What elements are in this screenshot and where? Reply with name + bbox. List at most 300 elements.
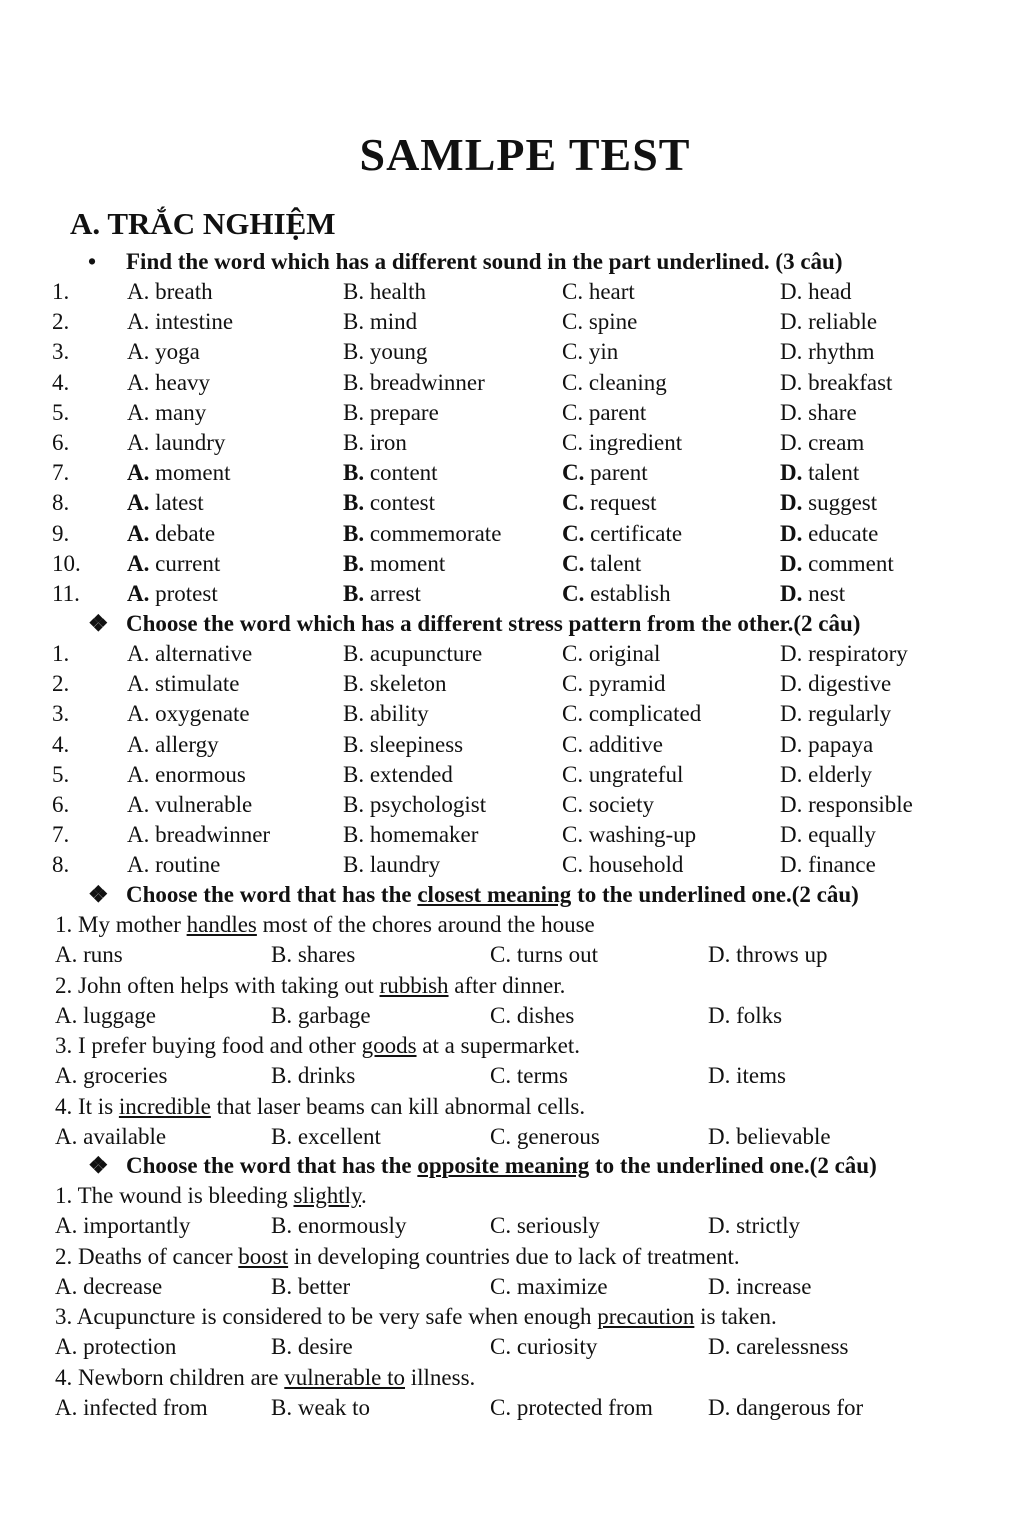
option-b [343,370,485,396]
option-b [343,339,427,365]
option-word: protest [155,581,218,606]
underlined-word: vulnerable to [284,1364,405,1390]
option-d [780,460,859,486]
question-number: 6. [52,792,70,817]
option-a [127,701,250,727]
option-word: cleaning [588,369,667,395]
option-word: latest [155,490,204,516]
option-c [562,852,683,878]
answer-option-a: A. infected from [55,1394,208,1420]
option-word: establish [590,581,671,606]
option-letter: A. [127,399,150,425]
option-word: original [588,641,661,666]
option-letter: A. [127,490,150,516]
option-letter: C. [562,852,584,878]
answer-option-c: C. protected from [490,1394,653,1420]
question-number: 1. [52,279,70,304]
option-letter: C. [562,520,585,546]
option-word: skeleton [369,671,447,697]
option-word: many [155,399,207,425]
option-word: laundry [155,430,226,455]
diamond-bullet-icon: ❖ [88,1153,109,1178]
answer-option-a: A. available [55,1123,167,1149]
option-letter: C. [562,761,584,787]
option-word: stimulate [155,671,240,697]
answer-option-a: A. protection [55,1334,177,1359]
answer-option-a: A. groceries [55,1063,168,1088]
option-word: moment [155,460,231,486]
question-row [0,701,1024,731]
option-word: debate [155,520,216,546]
option-word: sleepiness [369,731,464,757]
option-word: yin [588,339,619,365]
option-b [343,701,429,727]
option-c [562,641,660,667]
option-word: acupuncture [369,641,483,666]
question-number: 8. [52,852,70,878]
option-word: allergy [155,731,219,757]
underlined-word: incredible [118,1093,211,1119]
part4-heading: ❖ Choose the word that has the opposite meaning to the underlined one.(2 câu) [88,1153,877,1178]
option-word: talent [808,460,860,486]
option-letter: A. [127,550,150,576]
option-word: arrest [369,581,421,606]
question-row [0,430,1024,460]
option-letter: D. [780,581,803,606]
option-letter: A. [127,581,150,606]
option-word: household [588,852,684,878]
answer-option-b: B. enormously [271,1213,407,1238]
option-letter: A. [127,309,150,335]
option-letter: A. [127,430,150,455]
question-sentence: 4. It is incredible that laser beams can kill abnormal cells. [55,1093,586,1119]
option-a [127,370,210,396]
option-c [562,551,641,577]
underlined-word: boost [238,1243,289,1269]
option-d [780,762,872,788]
option-letter: B. [343,641,365,666]
option-c [562,762,683,788]
option-letter: D. [780,309,803,335]
option-letter: B. [343,731,365,757]
option-d [780,822,876,848]
option-d [780,732,873,758]
option-word: extended [369,761,453,787]
option-d [780,641,908,667]
option-c [562,671,666,697]
option-letter: A. [127,852,150,878]
question-number: 7. [52,822,70,848]
option-letter: C. [562,309,584,335]
option-letter: D. [780,641,803,666]
option-letter: A. [127,520,150,546]
option-a [127,732,219,758]
option-letter: B. [343,430,365,455]
option-letter: A. [127,671,150,697]
question-row [0,400,1024,430]
option-a [127,671,239,697]
question-row [0,551,1024,581]
option-letter: D. [780,701,803,727]
option-letter: C. [562,460,585,486]
option-word: responsible [808,792,913,817]
option-b [343,641,482,667]
option-d [780,279,852,305]
option-word: cream [808,430,865,455]
question-sentence: 3. Acupuncture is considered to be very safe when enough precaution is taken. [55,1304,777,1329]
option-a [127,822,270,848]
option-letter: A. [127,761,150,787]
option-word: homemaker [369,822,479,848]
option-letter: C. [562,339,584,365]
option-word: papaya [808,731,874,757]
option-c [562,279,635,305]
option-letter: D. [780,852,803,878]
option-a [127,309,233,335]
page-title: SAMLPE TEST [359,129,691,180]
option-letter: D. [780,460,803,486]
question-number: 8. [52,490,70,516]
option-word: oxygenate [155,701,250,727]
option-b [343,400,439,426]
answer-row [0,1334,1024,1364]
answer-row [0,1124,1024,1154]
option-d [780,581,845,607]
option-letter: D. [780,490,803,516]
option-b [343,279,426,305]
option-letter: D. [780,792,803,817]
option-word: request [590,490,657,516]
answer-option-b: B. drinks [271,1063,356,1088]
answer-option-b: B. weak to [271,1394,371,1420]
option-letter: C. [562,822,584,848]
question-number: 7. [52,460,70,486]
question-row [0,762,1024,792]
option-d [780,490,877,516]
option-c [562,732,663,758]
option-word: society [588,792,654,817]
option-word: breakfast [808,369,893,395]
option-a [127,400,206,426]
option-b [343,581,421,607]
answer-option-d: D. believable [708,1123,831,1149]
option-letter: C. [562,792,584,817]
option-word: spine [588,309,638,335]
option-word: nest [808,581,846,606]
question-number: 9. [52,520,70,546]
option-letter: A. [127,822,150,848]
question-row [0,279,1024,309]
answer-option-c: C. dishes [490,1002,575,1028]
option-b [343,551,445,577]
answer-option-d: D. throws up [708,942,828,967]
option-word: ability [369,701,429,727]
option-word: reliable [808,309,878,335]
option-letter: D. [780,520,803,546]
option-word: enormous [155,761,246,787]
option-letter: A. [127,369,150,395]
answer-option-b: B. garbage [271,1002,371,1028]
option-word: head [808,279,852,304]
option-letter: B. [343,520,365,546]
option-letter: A. [127,641,150,666]
question-sentence: 3. I prefer buying food and other goods at a supermarket. [55,1033,581,1058]
option-a [127,339,200,365]
question-row [0,792,1024,822]
answer-option-d: D. increase [708,1273,812,1299]
option-letter: C. [562,641,584,666]
option-word: suggest [808,490,878,516]
option-d [780,309,877,335]
answer-option-c: C. generous [490,1123,600,1149]
option-b [343,521,501,547]
option-d [780,701,891,727]
option-word: prepare [369,399,439,425]
question-number: 10. [52,550,81,576]
question-number: 3. [52,701,70,727]
option-c [562,490,657,516]
option-c [562,822,696,848]
option-b [343,792,486,818]
question-number: 4. [52,731,70,757]
option-word: additive [588,731,663,757]
option-letter: D. [780,369,803,395]
option-letter: B. [343,550,365,576]
option-word: breadwinner [369,369,485,395]
option-letter: B. [343,279,365,304]
option-letter: D. [780,550,803,576]
option-word: vulnerable [155,792,253,817]
question-number: 4. [52,369,70,395]
question-row [0,339,1024,369]
underlined-word: slightly [293,1183,362,1208]
option-word: finance [808,852,876,878]
answer-option-c: C. curiosity [490,1334,598,1359]
option-letter: D. [780,279,803,304]
option-word: content [369,460,438,486]
option-word: contest [369,490,435,516]
option-c [562,792,654,818]
option-d [780,671,891,697]
option-letter: C. [562,490,585,516]
question-sentence: 4. Newborn children are vulnerable to illness. [55,1364,476,1390]
option-word: equally [808,822,876,848]
option-letter: A. [127,731,150,757]
option-word: iron [369,430,407,455]
option-c [562,430,682,456]
option-letter: D. [780,822,803,848]
option-word: moment [369,550,446,576]
question-sentence: 1. My mother handles most of the chores around the house [55,912,595,937]
question-sentence: 1. The wound is bleeding slightly. [55,1183,367,1208]
option-word: educate [808,520,879,546]
answer-option-d: D. folks [708,1002,783,1028]
option-letter: D. [780,339,803,365]
option-c [562,309,637,335]
question-row [0,641,1024,671]
answer-row [0,1395,1024,1425]
answer-option-c: C. terms [490,1063,568,1088]
option-word: pyramid [588,671,666,697]
question-number: 3. [52,339,70,365]
option-word: breath [155,279,213,304]
option-c [562,521,682,547]
option-d [780,852,876,878]
part2-heading [88,611,860,637]
option-letter: B. [343,701,365,727]
option-a [127,430,225,456]
answer-row [0,1274,1024,1304]
answer-option-c: C. seriously [490,1213,600,1238]
option-letter: D. [780,430,803,455]
option-letter: A. [127,792,150,817]
option-b [343,309,417,335]
option-word: heart [588,279,635,304]
answer-option-d: D. items [708,1063,786,1088]
option-letter: B. [343,792,365,817]
answer-option-c: C. turns out [490,942,598,967]
option-b [343,490,435,516]
question-row [0,460,1024,490]
question-row [0,309,1024,339]
option-letter: D. [780,671,803,697]
option-word: young [369,339,428,365]
option-word: routine [155,852,221,878]
answer-option-d: D. dangerous for [708,1394,864,1420]
answer-option-b: B. desire [271,1334,353,1359]
underlined-word: precaution [597,1304,695,1329]
option-letter: B. [343,339,365,365]
option-a [127,490,204,516]
option-a [127,641,252,667]
answer-option-a: A. runs [55,942,123,967]
option-letter: B. [343,581,365,606]
option-a [127,551,220,577]
option-word: current [155,550,221,576]
option-word: regularly [808,701,892,727]
option-letter: D. [780,399,803,425]
option-letter: B. [343,671,365,697]
question-number: 5. [52,761,70,787]
option-word: laundry [369,852,441,878]
option-letter: C. [562,430,584,455]
option-letter: C. [562,671,584,697]
answer-option-d: D. carelessness [708,1334,849,1359]
option-d [780,521,878,547]
question-row [0,521,1024,551]
option-b [343,430,407,456]
option-letter: B. [343,399,365,425]
option-word: elderly [808,761,872,787]
answer-option-a: A. decrease [55,1273,163,1299]
option-letter: A. [127,339,150,365]
part2-heading-text: Choose the word which has a different stress pattern from the other.(2 câu) [126,611,861,636]
option-a [127,460,231,486]
option-letter: C. [562,731,584,757]
question-row [0,732,1024,762]
option-a [127,852,220,878]
diamond-bullet-icon: ❖ [88,611,109,636]
option-d [780,792,913,818]
underlined-word: rubbish [379,972,449,998]
section-heading: A. TRẮC NGHIỆM [70,206,336,241]
option-letter: A. [127,701,150,727]
option-word: mind [369,309,418,335]
option-word: breadwinner [155,822,271,848]
option-b [343,822,478,848]
option-b [343,732,463,758]
option-c [562,581,671,607]
option-d [780,430,864,456]
option-word: alternative [155,641,253,666]
option-c [562,400,646,426]
option-c [562,460,648,486]
underlined-word: goods [361,1033,417,1058]
option-word: respiratory [808,641,908,666]
question-number: 11. [52,581,80,606]
option-word: commemorate [369,520,502,546]
option-c [562,370,667,396]
option-word: psychologist [369,792,487,817]
option-c [562,339,618,365]
option-word: certificate [590,520,683,546]
answer-option-a: A. importantly [55,1213,191,1238]
option-c [562,701,701,727]
option-word: talent [590,550,642,576]
option-b [343,460,438,486]
part1-heading [88,249,843,275]
question-number: 1. [52,641,70,666]
option-word: parent [588,399,647,425]
option-b [343,852,440,878]
option-letter: C. [562,399,584,425]
question-row [0,822,1024,852]
option-letter: C. [562,550,585,576]
option-letter: C. [562,369,584,395]
option-word: comment [808,550,894,576]
option-letter: D. [780,761,803,787]
option-word: share [808,399,857,425]
question-number: 5. [52,399,70,425]
question-row [0,370,1024,400]
option-d [780,400,857,426]
answer-option-a: A. luggage [55,1002,156,1028]
question-number: 6. [52,430,70,455]
question-number: 2. [52,309,70,335]
option-letter: A. [127,460,150,486]
answer-option-d: D. strictly [708,1213,800,1238]
diamond-bullet-icon: ❖ [88,882,109,907]
option-a [127,521,215,547]
answer-row [0,1003,1024,1033]
option-b [343,671,447,697]
option-a [127,279,213,305]
option-letter: D. [780,731,803,757]
option-b [343,762,453,788]
question-number: 2. [52,671,70,697]
option-word: yoga [155,339,200,365]
option-letter: A. [127,279,150,304]
option-word: ingredient [588,430,683,455]
answer-row [0,942,1024,972]
underlined-word: handles [186,912,257,937]
answer-option-b: B. better [271,1273,351,1299]
option-letter: C. [562,279,584,304]
option-word: rhythm [808,339,875,365]
option-d [780,551,894,577]
question-row [0,671,1024,701]
option-letter: B. [343,761,365,787]
